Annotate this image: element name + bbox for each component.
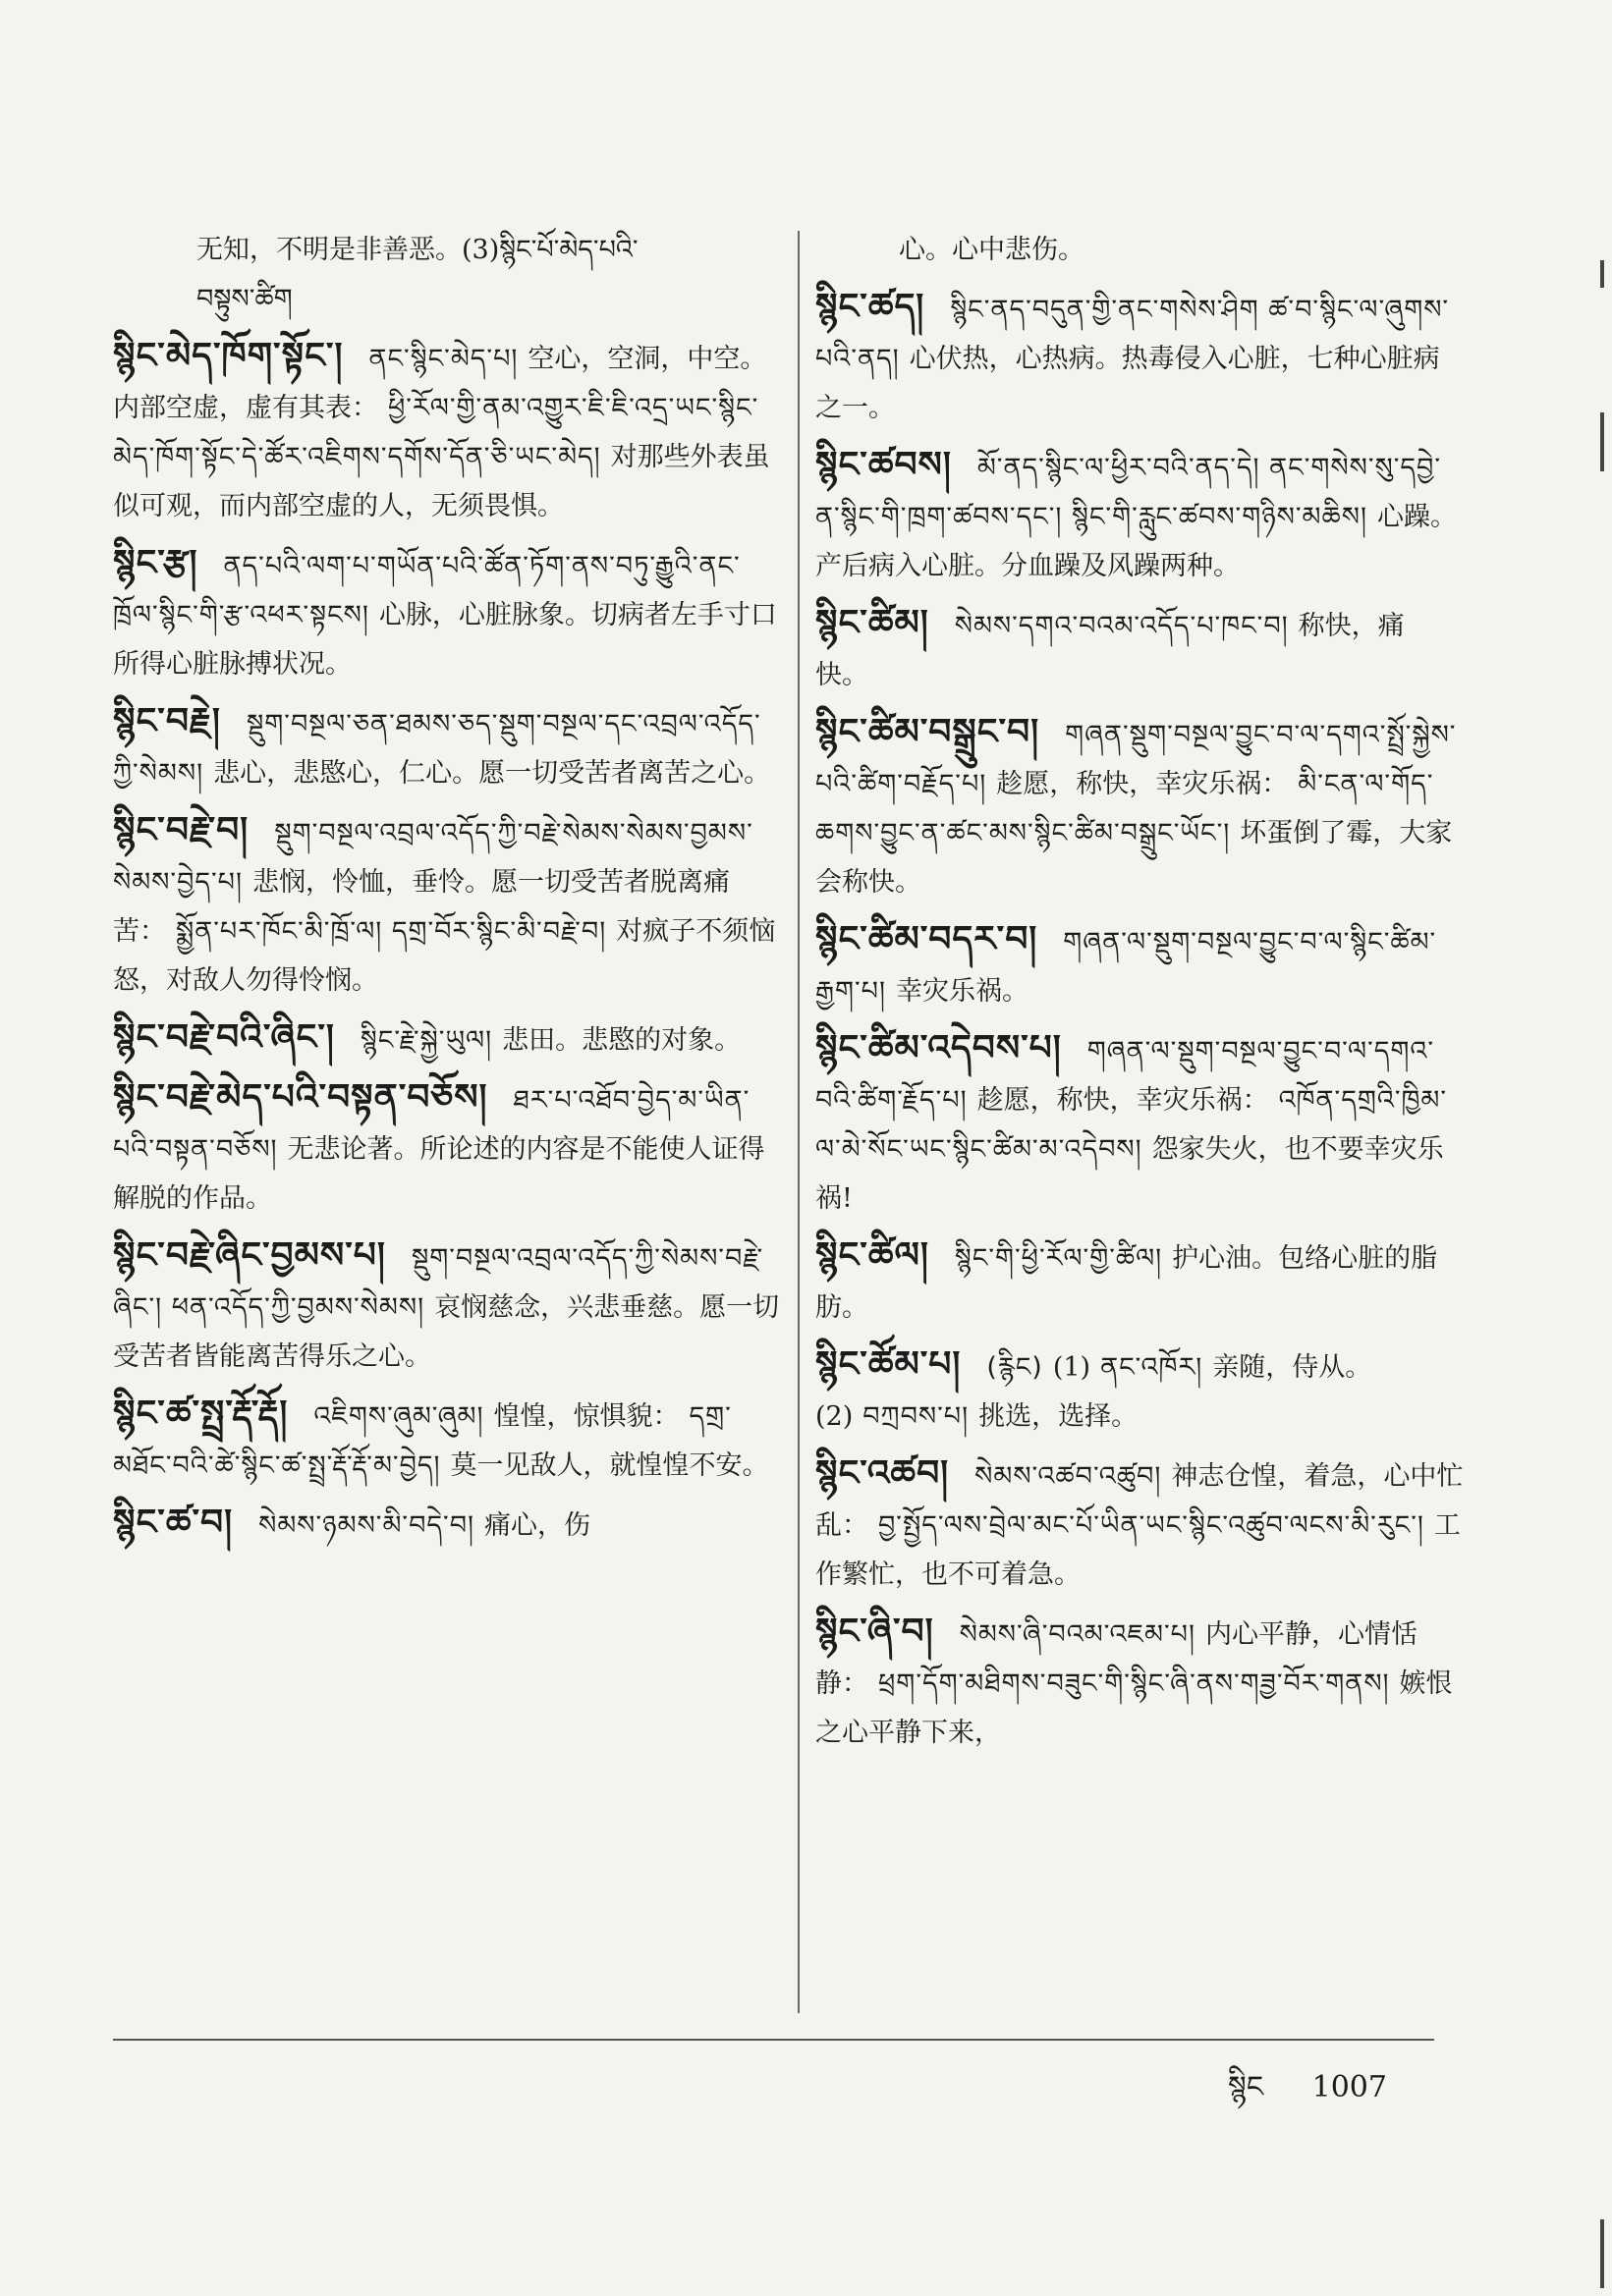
tibetan-definition: སྙིང་རྗེ་སྐྱེ་ཡུལ།	[360, 1025, 493, 1056]
chinese-definition: 神志仓惶，着急，心中忙乱：	[815, 1461, 1464, 1541]
tibetan-definition: སེམས་དགའ་བའམ་འདོད་པ་ཁང་བ།	[954, 611, 1289, 641]
tibetan-definition: བྱ་སྤྱོད་ལས་བྲེལ་མང་པོ་ཡིན་ཡང་སྙིང་འཚུབ་ལངས་མི་རུང་།	[878, 1510, 1424, 1541]
entry-headword: སྙིང་ཚིམ།	[815, 603, 929, 643]
chinese-definition: 内心平静，心情恬静：	[815, 1619, 1417, 1699]
entry-headword: སྙིང་ཚོམ་པ།	[815, 1344, 962, 1385]
tibetan-definition: གཞན་ལ་སྡུག་བསྔལ་བྱུང་བ་ལ་སྙིང་ཚིམ་རྒྱག་པ།	[815, 927, 1437, 1007]
chinese-definition: 怨家失火，也不要幸灾乐祸!	[815, 1134, 1444, 1214]
chinese-definition: 挑选，选择。	[978, 1401, 1139, 1432]
dictionary-entry	[113, 1231, 781, 1382]
dictionary-entry	[113, 1013, 781, 1066]
chinese-definition: 幸灾乐祸。	[896, 976, 1028, 1007]
entry-headword: སྙིང་ཚབས།	[815, 445, 952, 485]
chinese-definition: 哀悯慈念，兴悲垂慈。愿一切受苦者皆能离苦得乐之心。	[113, 1292, 780, 1372]
tibetan-definition: ཐར་པ་འཐོབ་བྱེད་མ་ཡིན་པའི་བསྟན་བཅོས།	[113, 1085, 750, 1165]
chinese-definition: 莫一见敌人，就惶惶不安。	[450, 1450, 769, 1481]
dictionary-entry	[815, 599, 1464, 700]
chinese-definition: 嫉恨之心平静下来，	[815, 1668, 1453, 1748]
entry-list	[815, 283, 1464, 1758]
chinese-definition: 心躁。产后病入心脏。分血躁及风躁两种。	[815, 502, 1457, 581]
dictionary-entry	[113, 1390, 781, 1491]
dictionary-entry	[113, 539, 781, 689]
entry-headword: སྙིང་བརྗེ་མེད་པའི་བསྟན་བཅོས།	[113, 1077, 488, 1118]
tibetan-definition: གཞན་སྡུག་བསྔལ་བྱུང་བ་ལ་དགའ་སྤྲོ་སྐྱེས་པའི་ཚིག་བརྗོད་པ།	[815, 720, 1457, 799]
chinese-definition: 趁愿，称快，幸灾乐祸：	[996, 769, 1289, 799]
entry-headword: སྙིང་ཚ་བ།	[113, 1503, 234, 1543]
dictionary-entry	[815, 441, 1464, 591]
chinese-definition: 坏蛋倒了霉，大家会称快。	[815, 818, 1453, 898]
chinese-definition: 护心油。包络心脏的脂肪。	[815, 1243, 1438, 1323]
tibetan-definition: སེམས་ཉམས་མི་བདེ་བ།	[258, 1510, 474, 1541]
edge-mark	[1600, 260, 1604, 288]
chinese-definition: 对那些外表虽似可观，而内部空虚的人，无须畏惧。	[113, 442, 770, 521]
entry-list	[113, 332, 781, 1551]
continuation-line: 心。心中悲伤。	[899, 235, 1084, 265]
chinese-definition: 空心，空洞，中空。内部空虚，虚有其表：	[113, 344, 767, 423]
page-number: 1007	[1311, 2070, 1387, 2105]
entry-headword: སྙིང་བརྗེ་ཞིང་བྱམས་པ།	[113, 1235, 386, 1276]
chinese-definition: 亲随，侍从。(2)	[815, 1352, 1372, 1432]
tibetan-definition: བཀྲབས་པ།	[862, 1401, 970, 1432]
dictionary-entry	[815, 708, 1464, 907]
tibetan-definition: སྨྱོན་པར་ཁོང་མི་ཁྲོ་ལ། དགྲ་བོར་སྙིང་མི་བརྗེ་བ།	[176, 916, 607, 947]
dictionary-entry	[815, 1608, 1464, 1758]
chinese-definition: 工作繁忙，也不可着急。	[815, 1510, 1461, 1590]
chinese-definition: 无悲论著。所论述的内容是不能使人证得解脱的作品。	[113, 1134, 765, 1214]
tibetan-definition: སྡུག་བསྔལ་འབྲལ་འདོད་ཀྱི་སེམས་བརྗེ་ཞིང་། ཕན་འདོད་ཀྱི་བྱམས་སེམས།	[113, 1243, 764, 1323]
continuation-text	[113, 226, 781, 324]
running-head: སྙིང	[1228, 2070, 1264, 2105]
tibetan-definition: གཞན་ལ་སྡུག་བསྔལ་བྱུང་བ་ལ་དགའ་བའི་ཚིག་རྗོད་པ།	[815, 1036, 1435, 1116]
tibetan-definition: ནང་འཁོར།	[1100, 1352, 1203, 1383]
continuation-text	[815, 226, 1464, 275]
tibetan-definition: ཕྲག་དོག་མཐིགས་བཟུང་གི་སྙིང་ཞི་ནས་གཟྱ་བོར་གནས།	[878, 1668, 1390, 1699]
dictionary-entry	[815, 1024, 1464, 1224]
continuation-line: བསྟུས་ཚིག	[196, 284, 293, 314]
chinese-definition: 悲田。悲愍的对象。	[502, 1025, 742, 1056]
column-divider	[798, 231, 800, 2013]
chinese-definition: 趁愿，称快，幸灾乐祸：	[976, 1085, 1269, 1116]
left-column	[113, 226, 781, 1558]
chinese-definition: 惶惶，惊惧貌：	[493, 1401, 680, 1432]
chinese-definition: 心脉，心脏脉象。切病者左手寸口所得心脏脉搏状况。	[113, 600, 777, 680]
entry-headword: སྙིང་ཚད།	[815, 287, 925, 327]
dictionary-entry	[113, 697, 781, 798]
tibetan-definition: (རྙིང)	[986, 1352, 1043, 1383]
right-column	[815, 226, 1464, 1766]
tibetan-definition: མོ་ནད་སྙིང་ལ་ཕྱིར་བའི་ནད་དེ། ནང་གསེས་སུ་དབྱེ་ན་སྙིང་གི་ཁྲག་ཚབས་དང་། སྙིང་གི་རླུང་ཚབས་གཉིས་མཆིས།	[815, 453, 1442, 532]
tibetan-definition: སྡུག་བསྔལ་འབྲལ་འདོད་ཀྱི་བརྗེ་སེམས་སེམས་བྱམས་སེམས་བྱེད་པ།	[113, 818, 753, 898]
tibetan-definition: འཇིགས་ཞུམ་ཞུམ།	[313, 1401, 484, 1432]
entry-headword: སྙིང་ཚིམ་བདར་བ།	[815, 919, 1038, 959]
tibetan-definition: ནང་སྙིང་མེད་པ།	[368, 344, 519, 374]
dictionary-entry	[113, 1499, 781, 1551]
edge-mark	[1600, 412, 1604, 471]
tibetan-definition: མི་ངན་ལ་གོད་ཆགས་བྱུང་ན་ཚང་མས་སྙིང་ཚིམ་བསྒྲུང་ཡོང་།	[815, 769, 1434, 848]
tibetan-definition: སེམས་འཚབ་འཚུབ།	[974, 1461, 1162, 1492]
tibetan-definition: སྡུག་བསྔལ་ཅན་ཐམས་ཅད་སྡུག་བསྔལ་དང་འབྲལ་འདོད་ཀྱི་སེམས།	[113, 709, 761, 789]
chinese-definition: 悲心，悲愍心，仁心。愿一切受苦者离苦之心。	[213, 758, 771, 789]
entry-headword: སྙིང་རྩ།	[113, 543, 198, 583]
entry-headword: སྙིང་འཚབ།	[815, 1453, 950, 1494]
tibetan-definition: སྙིང་ནད་བདུན་གྱི་ནང་གསེས་ཤིག ཚ་བ་སྙིང་ལ་ཞུགས་པའི་ནད།	[815, 295, 1450, 374]
continuation-line: 无知，不明是非善恶。(3)སྙིང་པོ་མེད་པའི་	[196, 235, 639, 265]
dictionary-entry	[815, 283, 1464, 433]
bottom-rule	[113, 2039, 1434, 2041]
entry-headword: སྙིང་ཚིལ།	[815, 1235, 929, 1276]
entry-headword: སྙིང་བརྗེ།	[113, 701, 221, 741]
dictionary-entry	[815, 915, 1464, 1016]
entry-headword: སྙིང་ཚིམ་བསྒྲུང་བ།	[815, 712, 1040, 752]
tibetan-definition: ནད་པའི་ལག་པ་གཡོན་པའི་ཚོན་ཏོག་ནས་བཏུ་རྒྱུའི་ནང་ཁྲོལ་སྙིང་གི་རྩ་འཕར་སྟངས།	[113, 551, 741, 630]
chinese-definition: 心伏热，心热病。热毒侵入心脏，七种心脏病之一。	[815, 344, 1440, 423]
tibetan-definition: ཕྱི་རོལ་གྱི་ནམ་འགྱུར་ཇི་ཇི་འདྲ་ཡང་སྙིང་མེད་ཁོག་སྟོང་དེ་ཚོར་འཇིགས་དགོས་དོན་ཅི་ཡང་མེད།	[113, 393, 759, 472]
chinese-definition: 称快，痛快。	[815, 611, 1405, 690]
entry-headword: སྙིང་ཚིམ་འདེབས་པ།	[815, 1028, 1062, 1068]
entry-headword: སྙིང་མེད་ཁོག་སྟོང་།	[113, 336, 344, 376]
tibetan-definition: སྙིང་གི་ཕྱི་རོལ་གྱི་ཚིལ།	[954, 1243, 1163, 1274]
chinese-definition: 对疯子不须恼怒，对敌人勿得怜悯。	[113, 916, 776, 996]
dictionary-entry	[113, 332, 781, 531]
entry-headword: སྙིང་བརྗེ་བའི་ཞིང་།	[113, 1017, 335, 1058]
entry-headword: སྙིང་ཞི་བ།	[815, 1612, 934, 1652]
dictionary-entry	[815, 1231, 1464, 1333]
dictionary-entry	[113, 1073, 781, 1224]
edge-mark	[1600, 2219, 1604, 2288]
dictionary-entry	[815, 1340, 1464, 1442]
page-footer	[1228, 2054, 1387, 2137]
chinese-definition: 痛心，伤	[484, 1510, 590, 1541]
entry-headword: སྙིང་བརྗེ་བ།	[113, 810, 250, 850]
chinese-definition: (1)	[1052, 1352, 1091, 1383]
entry-headword: སྙིང་ཚ་སྤྲ་རྡོ་རྡོ།	[113, 1394, 289, 1434]
tibetan-definition: འཁོན་དགྲའི་ཁྱིམ་ལ་མེ་སོང་ཡང་སྙིང་ཚིམ་མ་འདེབས།	[815, 1085, 1448, 1165]
dictionary-entry	[815, 1449, 1464, 1600]
tibetan-definition: དགྲ་མཐོང་བའི་ཚེ་སྙིང་ཚ་སྤྲ་རྡོ་རྡོ་མ་བྱེད།	[113, 1401, 732, 1481]
dictionary-entry	[113, 806, 781, 1006]
tibetan-definition: སེམས་ཞི་བའམ་འཇམ་པ།	[959, 1619, 1195, 1650]
chinese-definition: 悲悯，怜恤，垂怜。愿一切受苦者脱离痛苦：	[113, 867, 730, 947]
